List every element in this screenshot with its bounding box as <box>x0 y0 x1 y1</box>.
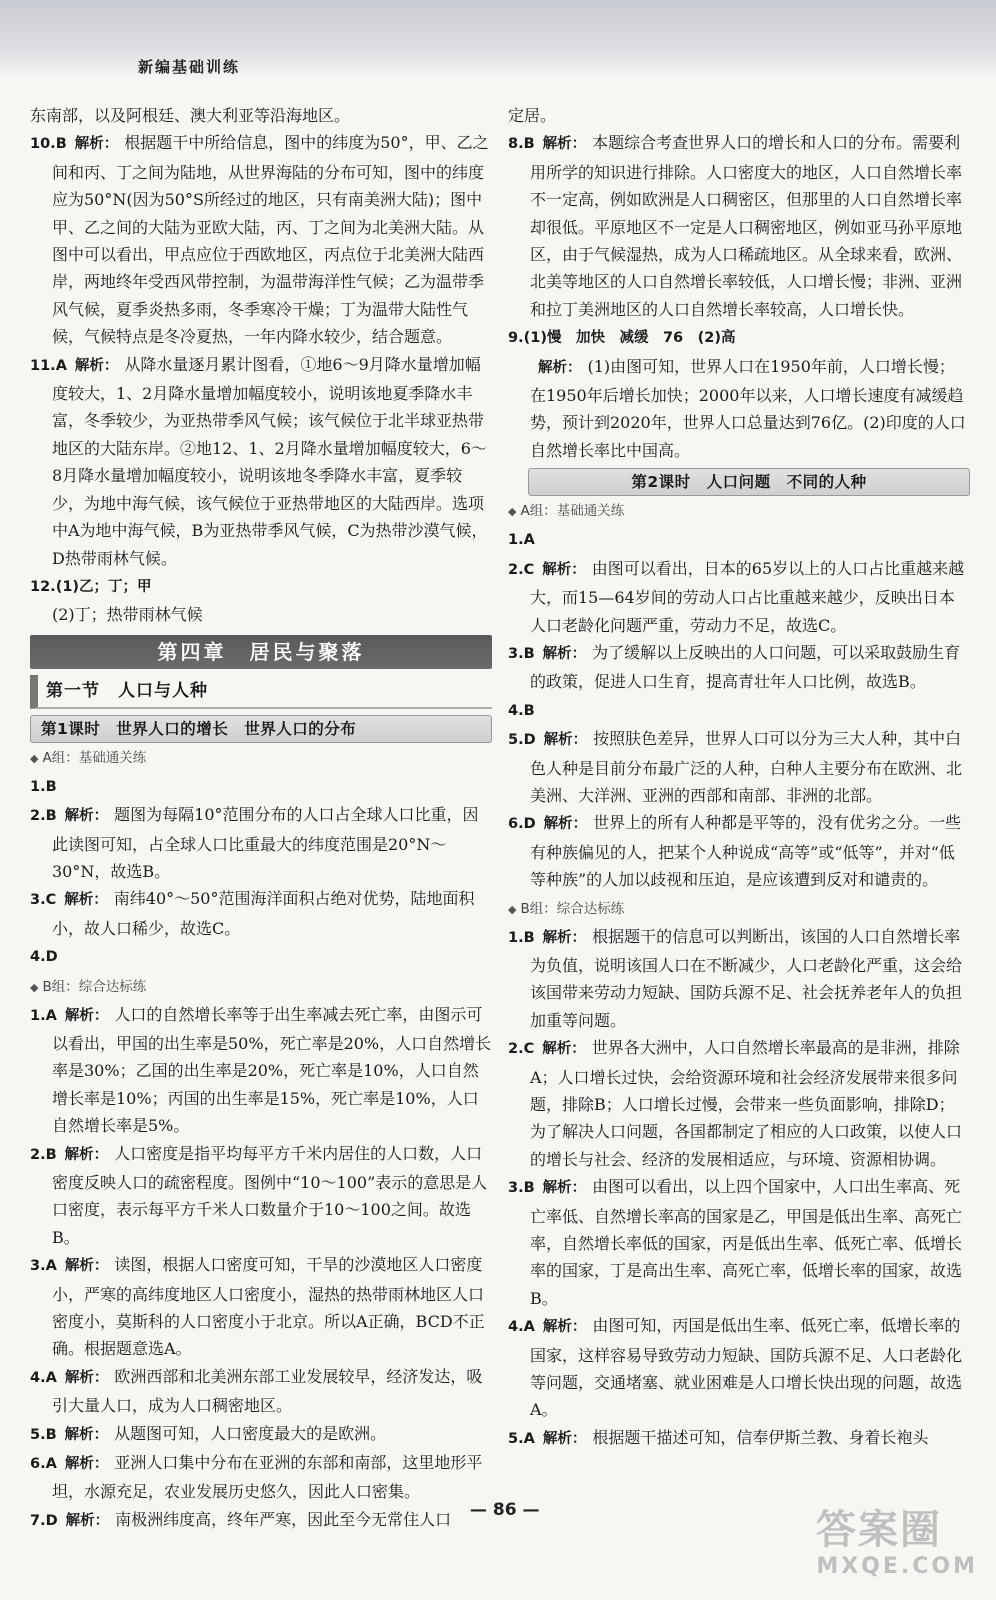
question-number: 3. <box>508 1180 524 1197</box>
diamond-icon: ◆ <box>30 751 39 765</box>
explanation-text: 为了缓解以上反映出的人口问题，可以采取鼓励生育的政策，促进人口生育，提高青壮年人口比例，故选B。 <box>530 642 961 692</box>
explanation-label: 解析： <box>64 1258 109 1275</box>
answer-item <box>30 1363 492 1420</box>
explanation-text: 世界上的所有人种都是平等的，没有优劣之分。一些有种族偏见的人，把某个人种说成“高等”或“低等”，并对“低等种族”的人加以歧视和压迫，是应该遭到反对和谴责的。 <box>530 813 962 890</box>
explanation-label: 解析： <box>542 1041 586 1058</box>
answer-item <box>30 1251 492 1363</box>
answer-choice: C <box>45 892 57 909</box>
sub-answer: (2)丁；热带雨林气候 <box>52 605 203 625</box>
explanation-text: 根据题干中所给信息，图中的纬度为50°，甲、乙之间和丙、丁之间为陆地，从世界海陆的分布可知，图中的纬度应为50°N(因为50°S所经过的地区，只有南美洲大陆)；图中甲、乙之间的大陆为亚欧大陆，丙、丁之间为北美洲大陆。从图中可以看出，甲点应位于西欧地区，丙点位于北美洲大陆西岸，两地终年受西风带控制，为温带海洋性气候；乙为温带季风气候，夏季炎热多雨，冬季寒冷干燥；丁为温带大陆性气候，气候特点是冬冷夏热，一年内降水较少，结合题意。 <box>52 133 489 347</box>
explanation-paragraph <box>508 353 970 465</box>
question-number: 2. <box>508 561 524 578</box>
group-label-text: B组：综合达标练 <box>520 900 625 917</box>
answer-choice: A <box>45 1258 57 1275</box>
diamond-icon: ◆ <box>508 505 517 519</box>
question-number: 1. <box>508 532 524 549</box>
explanation-text: 本题综合考查世界人口的增长和人口的分布。需要利用所学的知识进行排除。人口密度大的地区，人口自然增长率不一定高，例如欧洲是人口稠密区，但那里的人口自然增长率却很低。平原地区不一定是人口稠密地区，例如亚马孙平原地区，由于气候湿热，成为人口稀疏地区。从全球来看，欧洲、北美等地区的人口自然增长率较低，人口增长慢；非洲、亚洲和拉丁美洲地区的人口自然增长率较高，人口增长快。 <box>530 133 963 319</box>
explanation-label: 解析： <box>65 1512 110 1529</box>
explanation-label: 解析： <box>64 892 108 909</box>
answer-item <box>30 942 492 971</box>
answer-item <box>30 885 492 942</box>
answer-choice: D <box>45 949 58 966</box>
answer-choice: A <box>45 1007 57 1024</box>
answer-item <box>30 801 492 885</box>
answer-choice: B <box>523 702 535 719</box>
answer-item <box>508 1173 970 1312</box>
group-label <box>30 747 492 770</box>
answer-item <box>508 809 970 893</box>
answer-item <box>30 772 492 801</box>
watermark-logo <box>816 1508 986 1592</box>
explanation-label: 解析： <box>542 1319 587 1336</box>
answer-item <box>508 555 970 639</box>
diamond-icon: ◆ <box>508 902 517 916</box>
answer-choice: D <box>523 732 536 749</box>
explanation-label: 解析： <box>538 359 582 376</box>
explanation-label: 解析： <box>64 1426 109 1443</box>
answer-item <box>508 1312 970 1424</box>
lesson-heading: 第2课时 人口问题 不同的人种 <box>528 468 970 496</box>
group-label <box>30 976 492 999</box>
explanation-text: 世界各大洲中，人口自然增长率最高的是非洲，排除A；人口增长过快，会给资源环境和社会经济发展带来很多问题，排除B；人口增长过慢，会带来一些负面影响，排除D；为了解决人口问题，各国都制定了相应的人口政策，以使人口的增长与社会、经济的发展相适应，与环境、资源相协调。 <box>530 1038 963 1169</box>
answer-item <box>508 1034 970 1173</box>
continued-text: 定居。 <box>508 106 557 125</box>
explanation-label: 解析： <box>542 1180 587 1197</box>
explanation-text: 题图为每隔10°范围分布的人口占全球人口比重，因此读图可知，占全球人口比重最大的纬度范围是20°N～30°N，故选B。 <box>52 805 479 881</box>
explanation-label: 解析： <box>64 1146 109 1163</box>
question-number: 6. <box>30 1456 46 1473</box>
question-number: 2. <box>30 808 46 825</box>
explanation-label: 解析： <box>64 1369 109 1386</box>
group-label-text: A组：基础通关练 <box>42 749 147 766</box>
question-number: 4. <box>508 1319 524 1336</box>
question-number: 5. <box>508 1430 524 1447</box>
continued-text: 东南部，以及阿根廷、澳大利亚等沿海地区。 <box>30 106 351 125</box>
question-number: 3. <box>30 892 46 909</box>
explanation-text: 欧洲西部和北美洲东部工业发展较早，经济发达，吸引大量人口，成为人口稠密地区。 <box>52 1366 483 1416</box>
answer-item <box>30 1506 492 1535</box>
explanation-label: 解析： <box>543 816 588 833</box>
answer-choice: A <box>45 1369 57 1386</box>
explanation-label: 解析： <box>74 136 119 153</box>
answer-item <box>30 1001 492 1140</box>
explanation-text: 从降水量逐月累计图看，①地6～9月降水量增加幅度较大，1、2月降水量增加幅度较小，说明该地夏季降水丰富，冬季较少，为亚热带季风气候；该气候位于北半球亚热带地区的大陆东岸。②地12、1、2月降水量增加幅度较大，6～8月降水量增加幅度较小，说明该地冬季降水丰富，夏季较少，为地中海气候，该气候位于亚热带地区的大陆西岸。选项中A为地中海气候，B为亚热带季风气候，C为热带沙漠气候，D热带雨林气候。 <box>52 354 488 568</box>
group-label <box>508 500 970 523</box>
explanation-text: 读图，根据人口密度可知，干旱的沙漠地区人口密度小，严寒的高纬度地区人口密度小，湿热的热带雨林地区人口密度小，莫斯科的人口密度小于北京。所以A正确，BCD不正确。根据题意选A。 <box>52 1255 485 1359</box>
question-number: 3. <box>30 1258 46 1275</box>
question-number: 4. <box>508 702 524 719</box>
question-number: 4. <box>30 1369 46 1386</box>
explanation-text: 南极洲纬度高，终年严寒，因此至今无常住人口 <box>115 1509 452 1529</box>
answer-item <box>508 525 970 554</box>
watermark-site: MXQE.COM <box>816 1554 978 1579</box>
question-number: 1. <box>508 929 524 946</box>
answer-item <box>508 323 970 352</box>
question-number: 11. <box>30 357 56 374</box>
explanation-label: 解析： <box>64 1456 109 1473</box>
explanation-label: 解析： <box>74 357 119 374</box>
chapter-heading: 第四章 居民与聚落 <box>30 635 492 669</box>
question-number: 1. <box>30 778 46 795</box>
question-number: 10. <box>30 136 56 153</box>
explanation-text: 亚洲人口集中分布在亚洲的东部和南部，这里地形平坦，水源充足，农业发展历史悠久，因此人口密集。 <box>52 1453 483 1502</box>
explanation-label: 解析： <box>542 561 586 578</box>
answer-choice: A <box>523 532 535 549</box>
answer-item <box>508 923 970 1035</box>
answer-item <box>508 129 970 323</box>
answer-item <box>30 1449 492 1506</box>
answer-item <box>30 1420 492 1449</box>
answer-item <box>30 129 492 350</box>
explanation-text: 由图可以看出，以上四个国家中，人口出生率高、死亡率低、自然增长率高的国家是乙，甲国是低出生率、高死亡率，自然增长率低的国家，丙是低出生率、低死亡率、低增长率的国家，丁是高出生率、高死亡率，低增长率的国家，故选B。 <box>530 1177 963 1308</box>
question-number: 6. <box>508 816 524 833</box>
question-number: 1. <box>30 1007 46 1024</box>
explanation-text: 根据题干描述可知，信奉伊斯兰教、身着长袍头 <box>592 1427 929 1447</box>
answer-choice: B <box>45 1146 57 1163</box>
answer-choice: D <box>45 1512 58 1529</box>
explanation-text: 根据题干的信息可以判断出，该国的人口自然增长率为负值，说明该国人口在不断减少，人口老龄化严重，这会给该国带来劳动力短缺、国防兵源不足、社会抚养老年人的负担加重等问题。 <box>530 926 963 1030</box>
explanation-text: 由图可知，丙国是低出生率、低死亡率，低增长率的国家，这样容易导致劳动力短缺、国防兵源不足、人口老龄化等问题，交通堵塞、就业困难是人口增长快出现的问题，故选A。 <box>530 1316 963 1420</box>
lesson-heading: 第1课时 世界人口的增长 世界人口的分布 <box>30 715 492 743</box>
answer-choice: B <box>45 778 57 795</box>
explanation-label: 解析： <box>64 1007 109 1024</box>
explanation-text: 人口的自然增长率等于出生率减去死亡率，由图示可以看出，甲国的出生率是50%，死亡率是20%，人口自然增长率是30%；乙国的出生率是20%，死亡率是10%，人口自然增长率是10%；丙国的出生率是15%，死亡率是10%，人口自然增长率是5%。 <box>52 1004 492 1136</box>
question-number: 2. <box>30 1146 46 1163</box>
answer-choice: C <box>523 561 535 578</box>
explanation-label: 解析： <box>543 732 588 749</box>
question-number: 5. <box>508 732 524 749</box>
answer-choice: (1)乙；丁；甲 <box>55 578 152 595</box>
explanation-text: (1)由图可知，世界人口在1950年前，人口增长慢；在1950年后增长加快；2000年以来，人口增长速度有减缓趋势，预计到2020年，世界人口总量达到76亿。(2)印度的人口自然增长率比中国高。 <box>530 356 966 460</box>
answer-choice: B <box>523 136 535 153</box>
explanation-text: 南纬40°～50°范围海洋面积占绝对优势，陆地面积小，故人口稀少，故选C。 <box>52 889 475 938</box>
section-heading: 第一节 人口与人种 <box>30 675 492 709</box>
question-number: 3. <box>508 645 524 662</box>
explanation-label: 解析： <box>542 1430 587 1447</box>
answer-choice: C <box>523 1041 535 1058</box>
explanation-text: 由图可以看出，日本的65岁以上的人口占比重越来越大，而15—64岁间的劳动人口占比重越来越少，反映出日本人口老龄化问题严重，劳动力不足，故选C。 <box>530 558 965 635</box>
answer-item <box>508 1424 970 1453</box>
explanation-text: 人口密度是指平均每平方千米内居住的人口数，人口密度反映人口的疏密程度。图例中“10～100”表示的意思是人口密度，表示每平方千米人口数量介于10～100之间。故选B。 <box>52 1143 488 1247</box>
question-number: 4. <box>30 949 46 966</box>
question-number: 12. <box>30 578 56 595</box>
right-column <box>508 102 970 1453</box>
left-column <box>30 102 492 1535</box>
answer-choice: (1)慢 加快 减缓 76 (2)高 <box>523 330 736 347</box>
page-number: — 86 — <box>470 1500 540 1520</box>
question-number: 8. <box>508 136 524 153</box>
explanation-label: 解析： <box>542 645 587 662</box>
question-number: 5. <box>30 1426 46 1443</box>
answer-item <box>30 351 492 572</box>
answer-choice: B <box>45 1426 57 1443</box>
answer-choice: A <box>523 1430 535 1447</box>
group-label <box>508 898 970 921</box>
answer-item <box>508 639 970 696</box>
answer-item <box>30 1140 492 1252</box>
answer-choice: B <box>523 929 535 946</box>
answer-item <box>508 696 970 725</box>
answer-item <box>30 572 492 601</box>
answer-choice: B <box>55 136 67 153</box>
explanation-label: 解析： <box>542 929 587 946</box>
answer-choice: A <box>523 1319 535 1336</box>
answer-choice: B <box>523 1180 535 1197</box>
watermark-icon: 答案圈 <box>816 1507 942 1553</box>
explanation-text: 从题图可知，人口密度最大的是欧洲。 <box>114 1423 387 1443</box>
answer-choice: B <box>523 645 535 662</box>
question-number: 2. <box>508 1041 524 1058</box>
answer-choice: B <box>45 808 57 825</box>
group-label-text: B组：综合达标练 <box>42 978 147 995</box>
answer-choice: A <box>45 1456 57 1473</box>
answer-choice: D <box>523 816 536 833</box>
group-label-text: A组：基础通关练 <box>520 503 625 520</box>
explanation-label: 解析： <box>542 136 587 153</box>
question-number: 7. <box>30 1512 46 1529</box>
book-title: 新编基础训练 <box>138 58 241 76</box>
answer-item <box>508 725 970 809</box>
answer-choice: A <box>55 357 67 374</box>
diamond-icon: ◆ <box>30 980 39 994</box>
explanation-text: 按照肤色差异，世界人口可以分为三大人种，其中白色人种是目前分布最广泛的人种，白种人主要分布在欧洲、北美洲、大洋洲、亚洲的西部和南部、非洲的北部。 <box>530 729 963 805</box>
question-number: 9. <box>508 330 524 347</box>
explanation-label: 解析： <box>64 808 109 825</box>
